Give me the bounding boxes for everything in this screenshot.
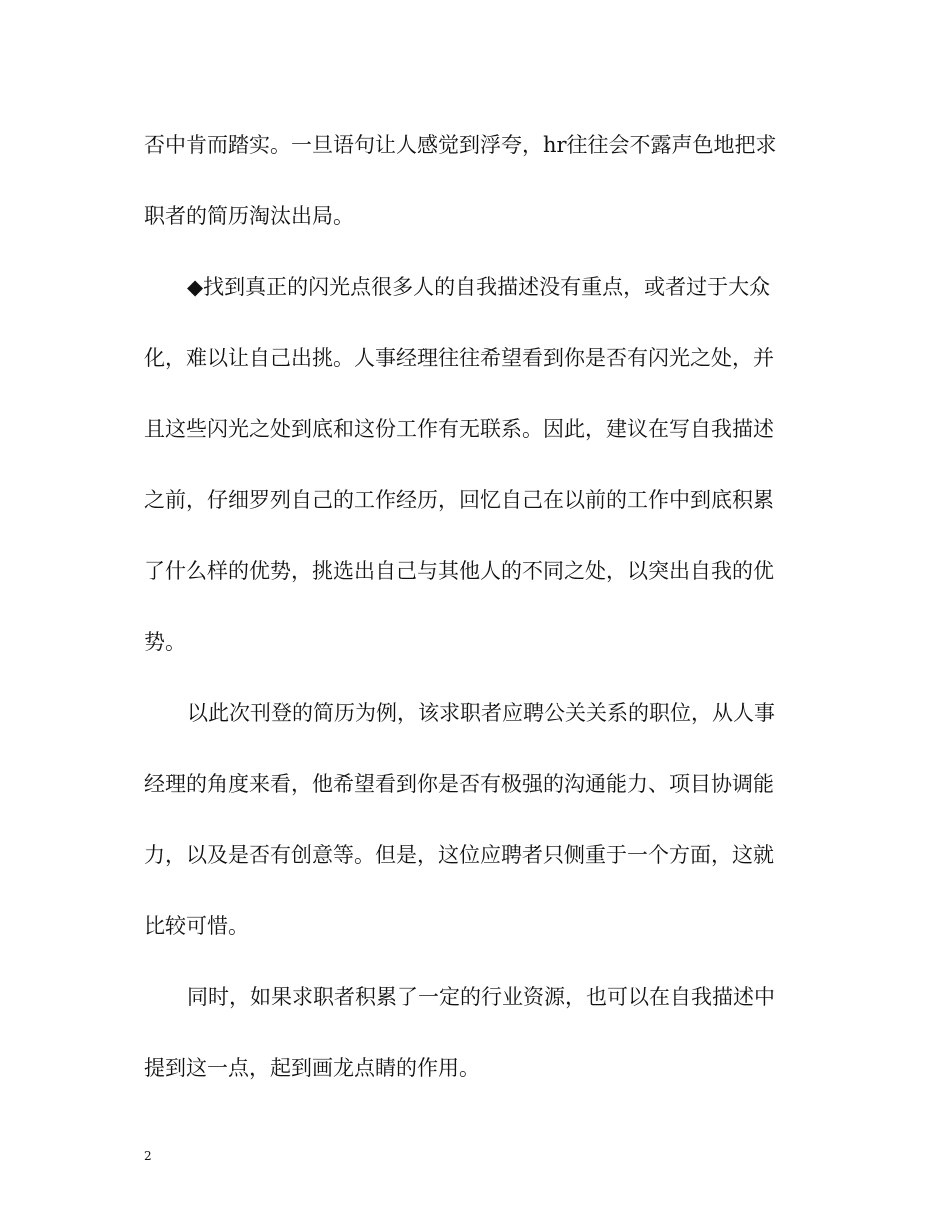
- text-line: 同时，如果求职者积累了一定的行业资源，也可以在自我描述中: [187, 985, 775, 1009]
- text-line: 比较可惜。: [144, 914, 249, 938]
- text-line: 力，以及是否有创意等。但是，这位应聘者只侧重于一个方面，这就: [144, 843, 774, 867]
- page-number: 2: [144, 1149, 152, 1163]
- text-line: 化，难以让自己出挑。人事经理往往希望看到你是否有闪光之处，并: [144, 346, 774, 370]
- text-line: 了什么样的优势，挑选出自己与其他人的不同之处，以突出自我的优: [144, 559, 774, 583]
- text-line: 且这些闪光之处到底和这份工作有无联系。因此，建议在写自我描述: [144, 417, 774, 441]
- text-line: 否中肯而踏实。一旦语句让人感觉到浮夸，hr往往会不露声色地把求: [144, 133, 777, 157]
- text-line: 职者的简历淘汰出局。: [144, 204, 354, 228]
- text-line: 以此次刊登的简历为例，该求职者应聘公关关系的职位，从人事: [187, 701, 775, 725]
- text-line: ◆找到真正的闪光点很多人的自我描述没有重点，或者过于大众: [187, 275, 771, 299]
- text-line: 之前，仔细罗列自己的工作经历，回忆自己在以前的工作中到底积累: [144, 488, 774, 512]
- text-line: 提到这一点，起到画龙点睛的作用。: [144, 1056, 480, 1080]
- text-line: 势。: [144, 630, 186, 654]
- text-line: 经理的角度来看，他希望看到你是否有极强的沟通能力、项目协调能: [144, 772, 774, 796]
